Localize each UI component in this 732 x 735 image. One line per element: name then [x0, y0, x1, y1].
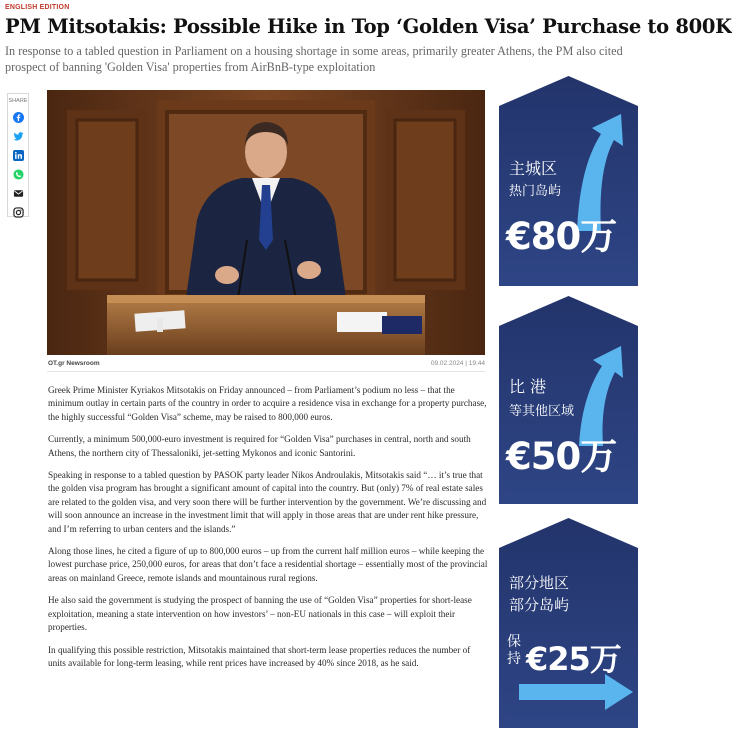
panel-region-label: 比 港 — [509, 377, 547, 396]
facebook-icon[interactable] — [13, 112, 24, 123]
panel-region-sublabel: 部分岛屿 — [509, 596, 570, 614]
whatsapp-icon[interactable] — [13, 169, 24, 180]
panel-region-sublabel: 热门岛屿 — [509, 184, 562, 199]
panel-price: €50万 — [506, 435, 617, 478]
panel-region-sublabel: 等其他区域 — [509, 404, 575, 419]
photo-credit: OT.gr Newsroom — [48, 360, 100, 367]
article-paragraph: In qualifying this possible restriction, Mitsotakis maintained that short-term lease properties reduces the number of units available for long-term leasing, while rent prices have increased by 40% since 2018, as he said. — [48, 644, 471, 668]
article-paragraph: He also said the government is studying the prospect of banning the use of “Golden Visa” properties for short-lease exploitation, meaning a state intervention on how investors’ – non-EU nationals in this case – will exploit their properties. — [48, 595, 472, 633]
instagram-icon[interactable] — [13, 207, 24, 218]
email-icon[interactable] — [13, 188, 24, 199]
panel-region-label: 部分地区 — [509, 574, 570, 592]
panel-price: €80万 — [506, 215, 617, 258]
divider — [47, 371, 485, 372]
article-photo — [47, 90, 485, 355]
article-paragraph: Along those lines, he cited a figure of up to 800,000 euros – up from the current half million euros – while keeping the lowest purchase price, 250,000 euros, for areas that don’t face a residential shortage – essentially most of the provincial areas on mainland Greece, remote islands and mountainous rural regions. — [48, 546, 488, 583]
edition-label: ENGLISH EDITION — [5, 4, 70, 11]
article-subtitle: In response to a tabled question in Parliament on a housing shortage in some areas, primarily greater Athens, the PM also cited prospect of banning 'Golden Visa' properties from AirBnB-type exploitation — [5, 44, 623, 74]
price-panel-main-areas — [499, 76, 638, 286]
parliament-speaker-image — [47, 90, 485, 355]
publish-timestamp: 09.02.2024 | 19:44 — [430, 360, 485, 367]
price-panel-remaining-areas — [499, 518, 638, 728]
share-bar — [7, 93, 29, 217]
panel-background — [499, 518, 638, 728]
page-title: PM Mitsotakis: Possible Hike in Top ‘Golden Visa’ Purchase to 800K — [5, 15, 732, 38]
share-label: SHARE — [8, 98, 28, 104]
price-panel-other-areas — [499, 296, 638, 504]
article-paragraph: Speaking in response to a tabled question by PASOK party leader Nikos Androulakis, Mitsotakis said “… it’s true that the golden visa program has brought a significant amount of capital into the country. But (only) 7% of real estate sales are related to the golden visa, and very soon there will be further intervention by the government. We’re discussing and will soon announce an increase in the investment limit that will apply in those areas that are under rent hike pressure, and I’m referring to urban centers and the islands.” — [48, 470, 487, 534]
panel-price-prefix: 保持 — [507, 634, 521, 667]
linkedin-icon[interactable] — [13, 150, 24, 161]
panel-price: €25万 — [526, 640, 621, 678]
article-paragraph: Greek Prime Minister Kyriakos Mitsotakis on Friday announced – from Parliament’s podium no less – that the minimum outlay in certain parts of the country in order to acquire a residence visa in exchange for a property purchase, the highly successful “Golden Visa” scheme, may be raised to 800,000 euros. — [48, 385, 487, 422]
twitter-icon[interactable] — [13, 131, 24, 142]
article-body — [48, 384, 488, 679]
article-paragraph: Currently, a minimum 500,000-euro investment is required for “Golden Visa” purchases in central, north and south Athens, the northern city of Thessaloniki, jet-setting Mykonos and iconic Santorini. — [48, 434, 471, 458]
panel-region-label: 主城区 — [509, 159, 558, 178]
